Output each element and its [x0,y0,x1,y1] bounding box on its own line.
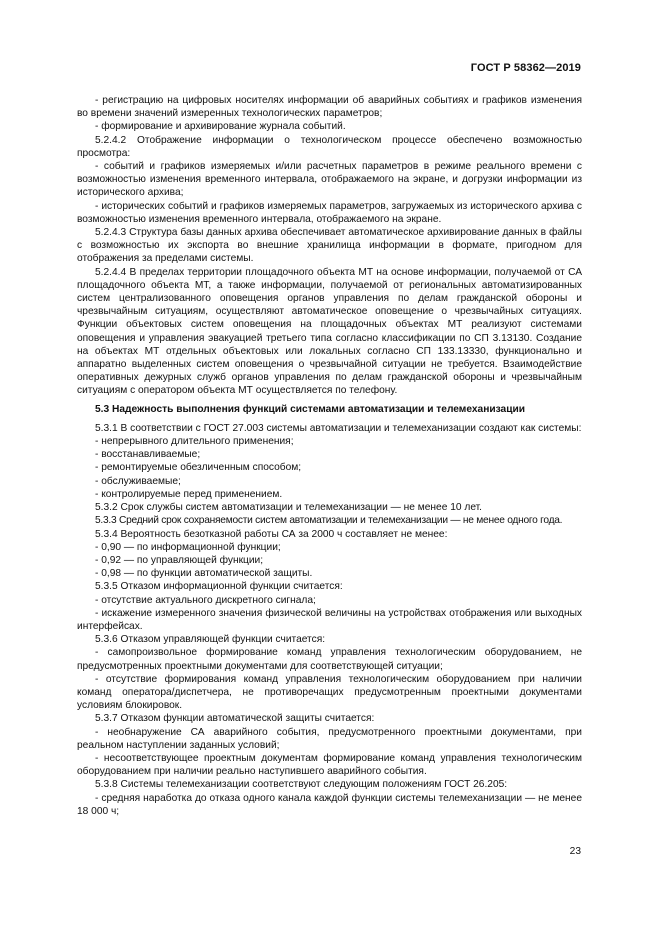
paragraph: 5.3.5 Отказом информационной функции считается: [95,581,343,593]
list-item: - контролируемые перед применением. [95,488,283,500]
section-heading: 5.3 Надежность выполнения функций системами автоматизации и телемеханизации [95,403,526,415]
list-item: - необнаружение СА аварийного события, предусмотренного проектными документами, при реальном наступлении заданных условий; [77,726,582,751]
list-item: - самопроизвольное формирование команд управления технологическим оборудованием, не предусмотренных проектными документами для соответствующей ситуации; [77,647,582,672]
list-item: - 0,98 — по функции автоматической защиты. [95,568,313,580]
paragraph: - исторических событий и графиков измеряемых параметров, загружаемых из исторического архива с возможностью изменения временного интервала, отображаемого на экране. [77,200,582,225]
list-item: - искажение измеренного значения физической величины на устройствах отображения или выходных интерфейсах. [77,607,582,632]
list-item: - несоответствующее проектным документам формирование команд управления технологическим оборудованием при наличии реально наступившего аварийного события. [77,752,582,778]
paragraph: 5.3.8 Системы телемеханизации соответствуют следующим положениям ГОСТ 26.205: [95,779,508,791]
paragraph: 5.3.7 Отказом функции автоматической защиты считается: [95,713,375,725]
list-item: - средняя наработка до отказа одного канала каждой функции системы телемеханизации — не менее 18 000 ч; [77,792,582,817]
paragraph: 5.3.2 Срок службы систем автоматизации и телемеханизации — не менее 10 лет. [95,502,483,514]
standard-code: ГОСТ Р 58362—2019 [470,62,581,74]
paragraph: - регистрацию на цифровых носителях информации об аварийных событиях и графиков изменения во времени значений измеренных технологических параметров; [77,95,582,120]
list-item: - непрерывного длительного применения; [95,436,294,448]
paragraph: - формирование и архивирование журнала событий. [95,121,346,133]
list-item: - восстанавливаемые; [95,449,201,461]
page-number: 23 [569,846,581,857]
paragraph: 5.2.4.3 Структура базы данных архива обеспечивает автоматическое архивирование данных в файлы с возможностью их экспорта во внешние хранилища информации в формате, пригодном для отображения за пределами системы. [77,227,582,265]
document-body [77,94,582,818]
paragraph: 5.2.4.4 В пределах территории площадочного объекта МТ на основе информации, получаемой от СА площадочного объекта МТ, а также информации, получаемой от региональных автоматизированных систем централизованного оповещения органов управления по делам гражданской обороны и чрезвычайным ситуациям, осуществляют автоматическое оповещение о чрезвычайных ситуациях. Функции объектовых систем оповещения на площадочных объектах МТ реализуют системами оповещения и управления эвакуацией третьего типа согласно классификации по СП 3.13130. Создание на объектах МТ отдельных объектовых или локальных согласно СП 133.13330, функционально и аппаратно выделенных систем оповещения о чрезвычайной ситуации не требуется. Взаимодействие оперативных дежурных служб органов управления по делам гражданской обороны и чрезвычайным ситуациям с оператором объекта МТ осуществляется по телефону. [77,266,582,397]
list-item: - 0,92 — по управляющей функции; [95,554,264,566]
list-item: - ремонтируемые обезличенным способом; [95,462,302,474]
list-item: - обслуживаемые; [95,475,181,487]
paragraph: 5.3.6 Отказом управляющей функции считается: [95,634,326,646]
list-item: - отсутствие актуального дискретного сигнала; [95,594,316,606]
paragraph: 5.3.3 Средний срок сохраняемости систем автоматизации и телемеханизации — не менее одного года. [95,515,563,527]
paragraph: 5.3.4 Вероятность безотказной работы СА за 2000 ч составляет не менее: [95,528,448,540]
list-item: - 0,90 — по информационной функции; [95,541,281,553]
paragraph: 5.2.4.2 Отображение информации о технологическом процессе обеспечено возможностью просмотра: [77,134,582,159]
paragraph: 5.3.1 В соответствии с ГОСТ 27.003 системы автоматизации и телемеханизации создают как системы: [95,422,582,434]
list-item: - отсутствие формирования команд управления технологическим оборудованием при наличии команд оператора/диспетчера, не противоречащих предусмотренным проектными документами условиям блокировок. [77,673,582,712]
paragraph: - событий и графиков измеряемых и/или расчетных параметров в режиме реального времени с возможностью изменения временного интервала, отображаемого на экране, и догрузки информации из исторического архива; [77,161,582,199]
